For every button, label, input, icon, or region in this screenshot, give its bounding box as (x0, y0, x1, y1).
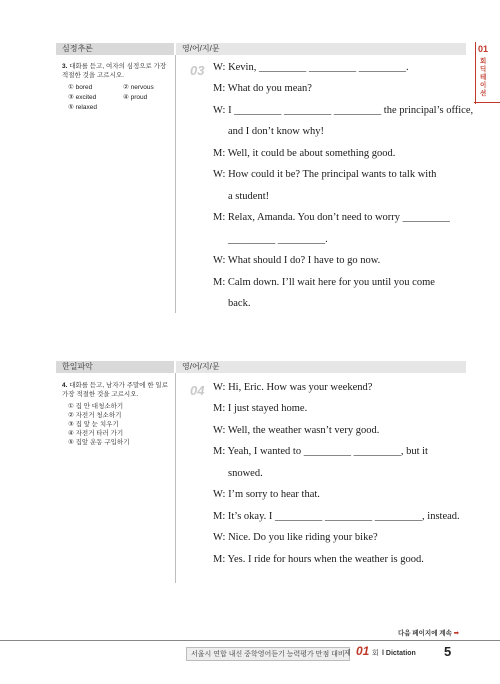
section-source-label: 영/어/지/문 (176, 361, 466, 373)
section-source-label: 영/어/지/문 (176, 43, 466, 55)
dialog-line: W: I’m sorry to hear that. (213, 489, 320, 500)
dialog-line: W: What should I do? I have to go now. (213, 255, 381, 266)
continue-next-page (398, 628, 459, 637)
option-1[interactable]: ① 집 안 대청소하기 (68, 403, 124, 410)
option-4[interactable]: ④ 자전거 타러 가기 (68, 430, 124, 437)
dialog-line: W: I _________ _________ _________ the principal’s office, (213, 105, 474, 116)
dialog-line: a student! (228, 191, 270, 202)
dialog-line: M: I just stayed home. (213, 403, 308, 414)
book-title: 서울시 연합 내신 중학영어듣기 능력평가 만점 대비 (186, 647, 350, 661)
dialog-line: and I don’t know why! (228, 126, 325, 137)
dialog-line: M: It’s okay. I _________ _________ _________, instead. (213, 511, 460, 522)
footer-rule (0, 640, 500, 641)
question-block (62, 62, 172, 112)
tab-label: 회 딕 테 이 션 (480, 58, 487, 97)
section-category: 한일파악 (56, 361, 174, 373)
footer-title-bar (186, 644, 454, 661)
dialog-line: W: How could it be? The principal wants to talk with (213, 169, 437, 180)
option-1[interactable]: ① bored (68, 84, 93, 91)
option-5[interactable]: ⑤ 집앞 운동 구입하기 (68, 439, 130, 446)
tab-border-bottom (474, 102, 500, 103)
dialog-number: 03 (190, 63, 205, 78)
option-3[interactable]: ③ excited (68, 94, 97, 101)
column-divider (175, 373, 176, 583)
dialog-line: M: Yes. I ride for hours when the weather is good. (213, 554, 424, 565)
round-prefix: 제 (344, 650, 351, 657)
dialog-line: M: Well, it could be about something good. (213, 148, 396, 159)
question-block (62, 381, 172, 447)
option-2[interactable]: ② 자전거 청소하기 (68, 412, 122, 419)
continue-label: 다음 페이지에 계속 (398, 630, 452, 637)
answer-options (62, 83, 172, 112)
option-4[interactable]: ④ proud (123, 94, 148, 101)
dialog-line: W: Nice. Do you like riding your bike? (213, 532, 378, 543)
option-2[interactable]: ② nervous (123, 84, 154, 91)
section-category: 심정추론 (56, 43, 174, 55)
arrow-right-icon: ➡ (453, 630, 460, 637)
answer-options (62, 402, 172, 447)
dialog-line: M: Relax, Amanda. You don’t need to worry _________ (213, 212, 450, 223)
dialog-line: W: Well, the weather wasn’t very good. (213, 425, 380, 436)
page-number: 5 (444, 644, 452, 659)
option-5[interactable]: ⑤ relaxed (68, 104, 97, 111)
dialog-line: M: What do you mean? (213, 83, 312, 94)
round-suffix: 회 (372, 650, 379, 657)
dialog-line: snowed. (228, 468, 263, 479)
dialog-line: M: Yeah, I wanted to _________ _________, but it (213, 446, 428, 457)
question-prompt: 대화를 듣고, 여자의 심정으로 가장 적절한 것을 고르시오. (62, 63, 167, 79)
tab-border (475, 42, 476, 104)
question-number: 4. (62, 382, 68, 389)
dialog-line: W: Hi, Eric. How was your weekend? (213, 382, 373, 393)
tab-round-number: 01 (478, 44, 489, 54)
dialog-line: back. (228, 298, 251, 309)
dialog-line: M: Calm down. I’ll wait here for you until you come (213, 277, 435, 288)
question-number: 3. (62, 63, 68, 70)
dialog-line: _________ _________. (228, 234, 328, 245)
dialog-number: 04 (190, 383, 205, 398)
dialog-line: W: Kevin, _________ _________ _________. (213, 62, 409, 73)
round-number: 01 (356, 644, 370, 658)
option-3[interactable]: ③ 집 앞 눈 치우기 (68, 421, 119, 428)
section-name: l Dictation (382, 650, 416, 657)
question-prompt: 대화를 듣고, 남자가 주말에 한 일로 가장 적절한 것을 고르시오. (62, 382, 168, 398)
